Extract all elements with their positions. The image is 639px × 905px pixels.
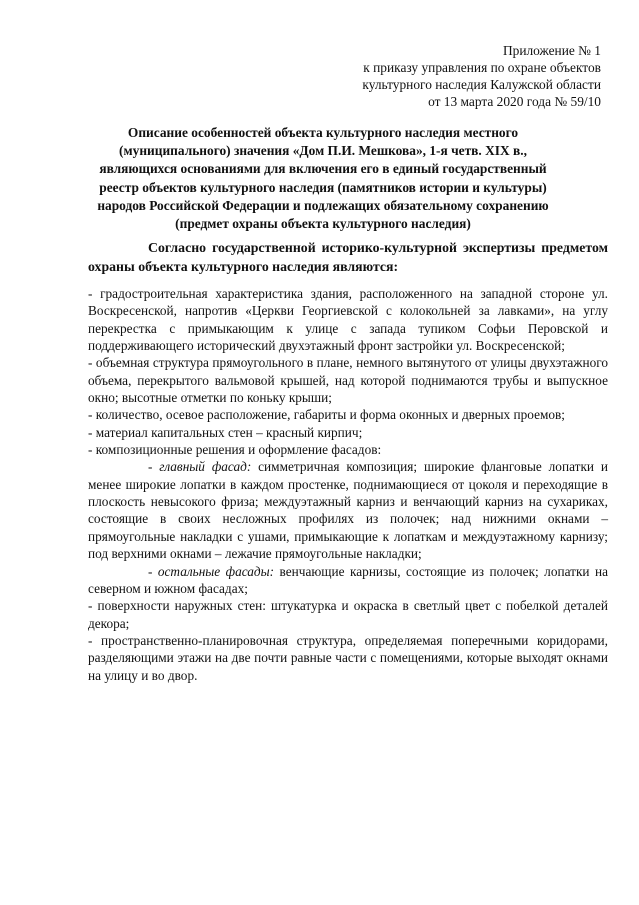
other-facades-text: венчающие карнизы, состоящие из полочек; лопатки на северном и южном фасадах; bbox=[88, 563, 608, 596]
item-openings: - количество, осевое расположение, габариты и форма оконных и дверных проемов; bbox=[88, 407, 566, 423]
item-main-facade bbox=[88, 458, 608, 562]
title-line-4: реестр объектов культурного наследия (памятников истории и культуры) bbox=[99, 179, 547, 195]
appendix-line-1: Приложение № 1 bbox=[502, 43, 601, 58]
appendix-header bbox=[362, 42, 601, 110]
title-line-6: (предмет охраны объекта культурного наследия) bbox=[175, 216, 471, 232]
protection-items bbox=[88, 285, 608, 684]
title-line-5: народов Российской Федерации и подлежащих обязательному сохранению bbox=[97, 197, 549, 213]
main-facade-label: - главный фасад: bbox=[148, 459, 252, 475]
item-urban-planning: - градостроительная характеристика здания, расположенного на западной стороне ул. Воскресенской, напротив «Церкви Георгиевской с колокольней за лавками», на углу перекрестка с примыкающим к улице с запада тупиком Софьи Перовской и поддерживающего исторический двухэтажный фронт застройки ул. Воскресенской; bbox=[88, 286, 608, 354]
document-title bbox=[88, 124, 558, 233]
title-line-2: (муниципального) значения «Дом П.И. Мешкова», 1-я четв. XIX в., bbox=[119, 143, 527, 159]
title-line-3: являющихся основаниями для включения его в единый государственный bbox=[99, 161, 547, 177]
other-facades-label: - остальные фасады: bbox=[148, 563, 275, 579]
appendix-line-4: от 13 марта 2020 года № 59/10 bbox=[428, 94, 601, 109]
item-spatial-structure: - пространственно-планировочная структура, определяемая поперечными коридорами, разделяющими этажи на две почти равные части с помещениями, которые выходят окнами на улицу и во двор. bbox=[88, 632, 608, 683]
intro-paragraph: Согласно государственной историко-культурной экспертизы предметом охраны объекта культурного наследия являются: bbox=[88, 240, 608, 274]
item-wall-material: - материал капитальных стен – красный кирпич; bbox=[88, 424, 363, 440]
item-other-facades bbox=[88, 563, 608, 598]
item-wall-surfaces: - поверхности наружных стен: штукатурка и окраска в светлый цвет с побелкой деталей декора; bbox=[88, 598, 608, 631]
appendix-line-2: к приказу управления по охране объектов bbox=[363, 60, 601, 75]
main-facade-text: симметричная композиция; широкие фланговые лопатки и менее широкие лопатки в каждом простенке, поднимающиеся от цоколя и переходящие в плоскость невысокого фриза; междуэтажный карниз и венчающий карниз на сухариках, состоящие в своих несложных профилях из полочек; над нижними окнами – прямоугольные накладки с ушами, примыкающие к лопаткам и междуэтажному карнизу; под верхними окнами – лежачие прямоугольные накладки; bbox=[88, 459, 609, 562]
appendix-line-3: культурного наследия Калужской области bbox=[362, 77, 601, 92]
item-facades: - композиционные решения и оформление фасадов: bbox=[88, 442, 382, 458]
title-line-1: Описание особенностей объекта культурного наследия местного bbox=[127, 125, 519, 140]
item-volume-structure: - объемная структура прямоугольного в плане, немного вытянутого от улицы двухэтажного объема, перекрытого вальмовой крышей, над которой поднимаются трубы и выпускное окно; высотные отметки по коньку крыши; bbox=[88, 355, 608, 406]
